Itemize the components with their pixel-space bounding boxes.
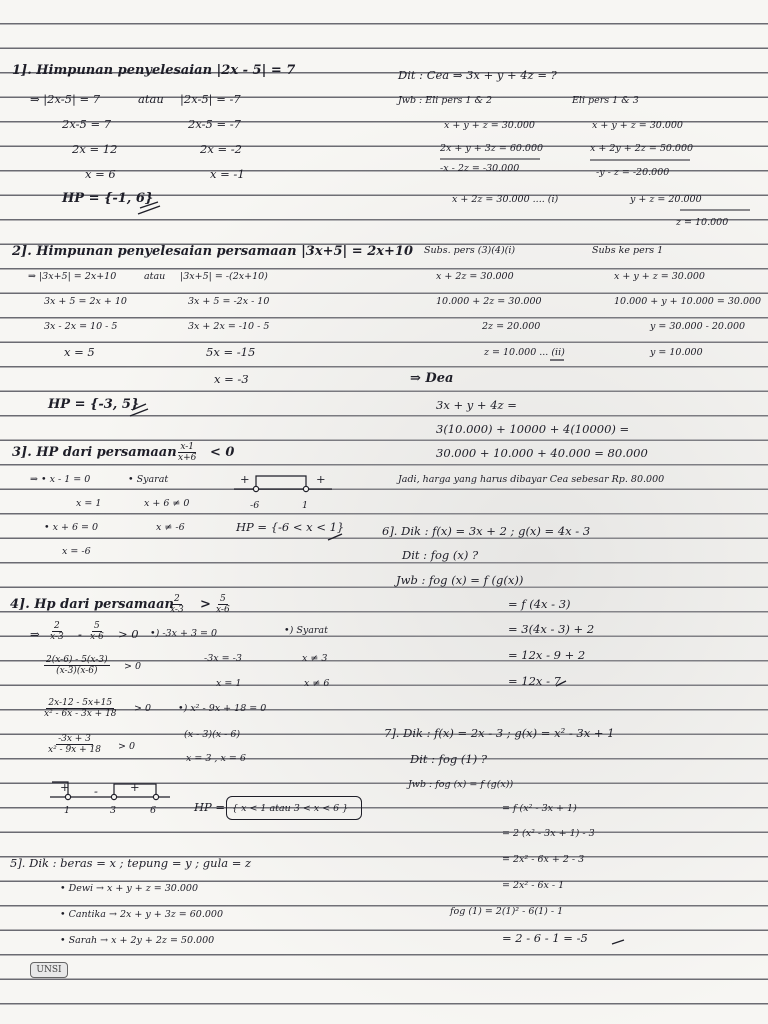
q7-line: = f (x² - 3x + 1) <box>502 803 577 814</box>
q2-title: 2]. Himpunan penyelesaian persamaan |3x+5| = 2x+10 <box>12 244 413 259</box>
q5-line: x + y + z = 30.000 <box>444 120 535 131</box>
q5-line: Subs ke pers 1 <box>592 245 664 256</box>
q2-line: 5x = -15 <box>206 345 256 359</box>
q1-line: 2x = 12 <box>72 142 118 156</box>
q3-title: 3]. HP dari persamaan <box>12 445 177 460</box>
q3-point: -6 <box>250 500 260 511</box>
q5-line: 2x + y + 3z = 60.000 <box>440 143 544 154</box>
answer-underline <box>612 940 624 944</box>
q7-line: = 2 (x² - 3x + 1) - 3 <box>502 828 595 839</box>
q6-line: Dit : fog (x) ? <box>402 548 479 562</box>
open-point <box>111 794 116 799</box>
q6-line: = 12x - 9 + 2 <box>508 648 586 662</box>
q5-line: • Sarah → x + 2y + 2z = 50.000 <box>60 935 215 946</box>
q4-point: 3 <box>110 805 117 816</box>
q4-line: (x - 3)(x - 6) <box>184 729 241 740</box>
q4-sign: + <box>60 780 70 794</box>
answer-underline <box>130 404 148 416</box>
q7-line: Dit : fog (1) ? <box>410 752 488 766</box>
q1-line: 2x-5 = 7 <box>62 117 112 131</box>
q3-sign: - <box>282 468 286 482</box>
q2-line: 3x + 5 = 2x + 10 <box>44 296 127 307</box>
q5-line: x + 2z = 30.000 .... (i) <box>452 194 559 205</box>
q4-fraction: $\frac{2}{x-3}$ <box>170 594 184 615</box>
q2-line: x = 5 <box>64 345 95 359</box>
q4-point: 1 <box>64 805 71 816</box>
page-tag: UNSI <box>30 962 68 978</box>
q3-sign: + <box>316 472 326 486</box>
q5-line: Dit : Cea ⇒ 3x + y + 4z = ? <box>398 68 557 82</box>
q5-line: y = 30.000 - 20.000 <box>650 321 746 332</box>
q6-line: Jwb : fog (x) = f (g(x)) <box>396 573 524 587</box>
q1-answer: HP = {-1, 6} <box>62 191 154 206</box>
q4-line: x = 1 <box>216 678 242 689</box>
q1-line: ⇒ |2x-5| = 7 <box>30 92 101 106</box>
q7-line: fog (1) = 2(1)² - 6(1) - 1 <box>450 906 564 917</box>
q1-line: x = 6 <box>85 167 116 181</box>
q4-line: > 0 <box>118 741 136 752</box>
q4-line: •) x² - 9x + 18 = 0 <box>178 703 267 714</box>
q2-line: |3x+5| = -(2x+10) <box>180 271 268 282</box>
q4-fraction: $\frac{5}{x-6}$ <box>90 621 104 642</box>
q4-title: 4]. Hp dari persamaan <box>10 597 174 612</box>
q5-line: x + y + z = 30.000 <box>592 120 683 131</box>
q7-answer: = 2 - 6 - 1 = -5 <box>502 931 588 945</box>
q4-sign: - <box>94 784 98 798</box>
q5-line: x + y + z = 30.000 <box>614 271 705 282</box>
q5-line: -x - 2z = -30.000 <box>440 163 520 174</box>
q2-line: ⇒ |3x+5| = 2x+10 <box>28 271 117 282</box>
q3-line: • Syarat <box>128 474 169 485</box>
q5-line: x + 2z = 30.000 <box>436 271 514 282</box>
q4-line: > 0 <box>134 703 152 714</box>
q7-line: 7]. Dik : f(x) = 2x - 3 ; g(x) = x² - 3x + 1 <box>384 726 615 740</box>
q4-fraction: $\frac{2(x-6) - 5(x-3)}{(x-3)(x-6)}$ <box>46 655 108 676</box>
q5-line: • Cantika → 2x + y + 3z = 60.000 <box>60 909 224 920</box>
q6-line: = 12x - 7 <box>508 674 561 688</box>
q2-line: 3x - 2x = 10 - 5 <box>44 321 118 332</box>
q1-line: atau <box>138 92 164 106</box>
q4-fraction: $\frac{-3x + 3}{\text{x² - 9x + 18}}$ <box>48 734 101 755</box>
q3-sign: + <box>240 472 250 486</box>
q6-line: = 3(4x - 3) + 2 <box>508 622 595 636</box>
q4-line: -3x = -3 <box>204 653 242 664</box>
q5-line: y = 10.000 <box>650 347 703 358</box>
open-point <box>65 794 70 799</box>
q5-line: 2z = 20.000 <box>482 321 541 332</box>
q5-line: 10.000 + y + 10.000 = 30.000 <box>614 296 762 307</box>
q5-conclusion: Jadi, harga yang harus dibayar Cea sebesar Rp. 80.000 <box>398 474 665 485</box>
q5-line: Subs. pers (3)(4)(i) <box>424 245 516 256</box>
q2-line: 3x + 5 = -2x - 10 <box>188 296 270 307</box>
q3-line: • x + 6 = 0 <box>44 522 99 533</box>
q2-line: 3x + 2x = -10 - 5 <box>188 321 270 332</box>
q6-line: = f (4x - 3) <box>508 597 571 611</box>
q1-line: |2x-5| = -7 <box>180 92 241 106</box>
q7-line: = 2x² - 6x + 2 - 3 <box>502 854 585 865</box>
q4-sign: + <box>130 780 140 794</box>
q4-fraction: $\frac{2x-12 - 5x+15}{\text{x² - 6x - 3x + 18}}$ <box>44 698 117 719</box>
q4-line: - <box>78 627 82 641</box>
q3-line: x ≠ -6 <box>156 522 185 533</box>
q3-fraction: $\frac{x-1}{x+6}$ <box>178 442 197 463</box>
q2-answer: HP = {-3, 5} <box>48 397 140 412</box>
q5-line: x + 2y + 2z = 50.000 <box>590 143 694 154</box>
q5-line: 10.000 + 2z = 30.000 <box>436 296 542 307</box>
q5-line: ⇒ Dea <box>410 371 454 386</box>
q4-relation: > <box>200 597 211 612</box>
q3-line: x + 6 ≠ 0 <box>144 498 190 509</box>
q3-point: 1 <box>302 500 309 511</box>
q4-line: •) Syarat <box>284 625 328 636</box>
interval-arc <box>256 476 306 489</box>
q5-line: z = 10.000 ... (ii) <box>484 347 565 358</box>
q4-line: x = 3 , x = 6 <box>186 753 246 764</box>
answer-underline <box>328 534 342 540</box>
q1-line: 2x = -2 <box>200 142 242 156</box>
q5-line: 3(10.000) + 10000 + 4(10000) = <box>436 422 630 436</box>
q3-line: x = -6 <box>62 546 91 557</box>
answer-underline <box>138 202 160 214</box>
q3-answer: HP = {-6 < x < 1} <box>236 520 345 534</box>
answer-underline <box>556 681 566 686</box>
q4-fraction: $\frac{5}{x-6}$ <box>216 594 230 615</box>
q5-line: 5]. Dik : beras = x ; tepung = y ; gula = z <box>10 856 252 870</box>
open-point <box>253 486 258 491</box>
q7-line: Jwb : fog (x) = f (g(x)) <box>408 779 514 790</box>
q5-line: 3x + y + 4z = <box>436 398 517 412</box>
q1-line: 2x-5 = -7 <box>188 117 241 131</box>
open-point <box>303 486 308 491</box>
q6-line: 6]. Dik : f(x) = 3x + 2 ; g(x) = 4x - 3 <box>382 524 591 538</box>
q7-line: = 2x² - 6x - 1 <box>502 880 565 891</box>
q1-title: 1]. Himpunan penyelesaian |2x - 5| = 7 <box>12 63 296 78</box>
q4-line: x ≠ 6 <box>304 678 330 689</box>
q4-line: > 0 <box>118 627 139 641</box>
q5-line: -y - z = -20.000 <box>596 167 670 178</box>
q4-line: x ≠ 3 <box>302 653 328 664</box>
q5-line: y + z = 20.000 <box>630 194 702 205</box>
q2-line: x = -3 <box>214 372 249 386</box>
open-point <box>153 794 158 799</box>
q3-relation: < 0 <box>210 445 235 460</box>
q4-line: •) -3x + 3 = 0 <box>150 628 218 639</box>
q4-point: 6 <box>150 805 157 816</box>
q3-line: x = 1 <box>76 498 102 509</box>
q4-answer-label: HP = <box>194 800 226 814</box>
q4-answer: { x < 1 atau 3 < x < 6 } <box>232 803 349 814</box>
q3-line: ⇒ • x - 1 = 0 <box>30 474 91 485</box>
q4-line: > 0 <box>124 661 142 672</box>
q5-line: 30.000 + 10.000 + 40.000 = 80.000 <box>436 446 648 460</box>
q5-line: • Dewi → x + y + z = 30.000 <box>60 883 199 894</box>
q5-line: Jwb : Eli pers 1 & 2 <box>398 95 493 106</box>
q1-line: x = -1 <box>210 167 245 181</box>
q4-fraction: $\frac{2}{x-3}$ <box>50 621 64 642</box>
q2-line: atau <box>144 271 166 282</box>
q5-line: z = 10.000 <box>676 217 729 228</box>
q4-line: ⇒ <box>30 627 40 641</box>
q5-line: Eli pers 1 & 3 <box>572 95 639 106</box>
